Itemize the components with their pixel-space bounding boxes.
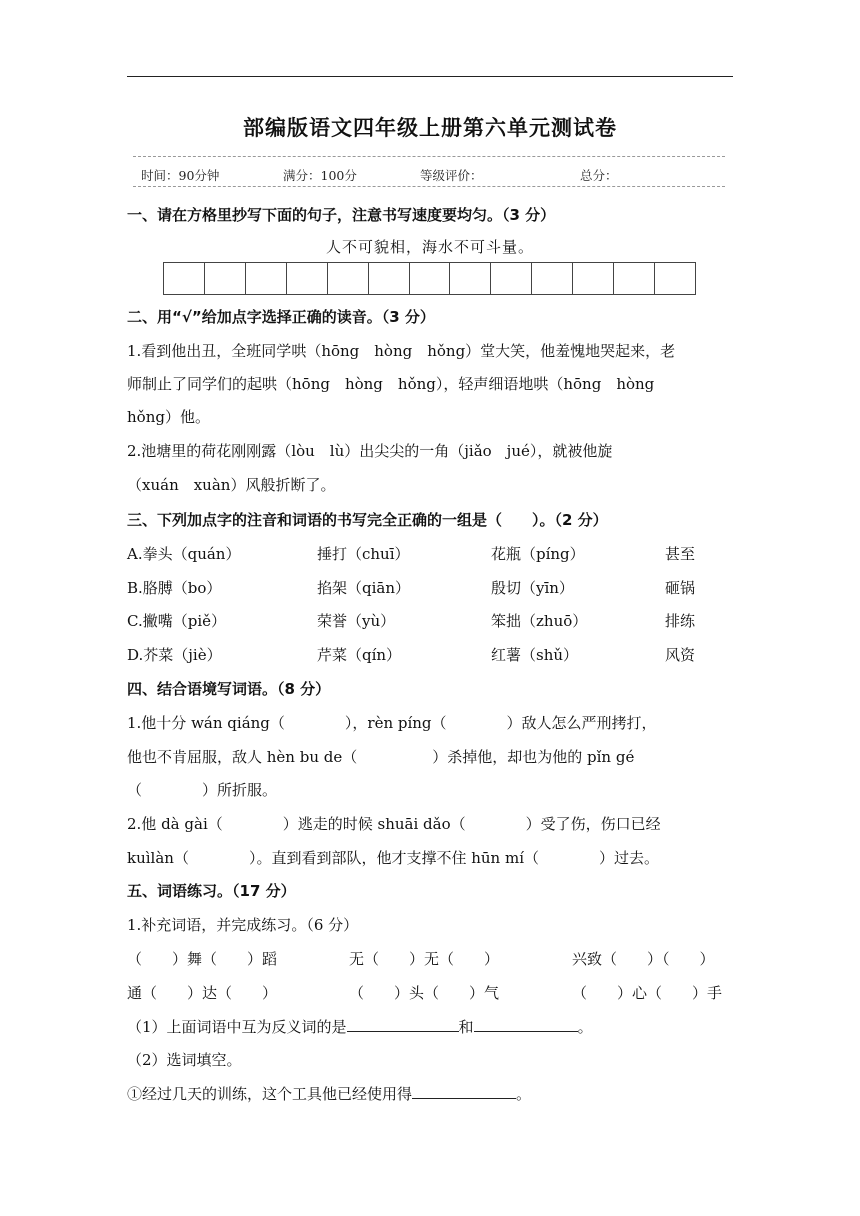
option-a-3: 花瓶（píng）	[491, 545, 585, 563]
top-rule	[127, 76, 733, 77]
grid-cell[interactable]	[369, 263, 410, 294]
option-b-1: B.胳膊（bo）	[127, 579, 222, 597]
grid-cell[interactable]	[573, 263, 614, 294]
option-b-4: 砸锅	[665, 579, 696, 597]
exam-time: 时间：90分钟	[141, 168, 220, 183]
option-c-1: C.撇嘴（piě）	[127, 612, 226, 630]
option-c-4: 排练	[665, 612, 696, 630]
option-d-4: 风资	[665, 646, 696, 664]
grid-cell[interactable]	[410, 263, 451, 294]
answer-blank-2[interactable]	[474, 1017, 578, 1032]
q4-line-2: 他也不肯屈服，敌人 hèn bu de（ ）杀掉他，却也为他的 pǐn gé	[127, 748, 635, 766]
option-d-1: D.芥菜（jiè）	[127, 646, 222, 664]
q5-fill-line	[127, 1083, 531, 1104]
idiom-3: 兴致（ ）（ ）	[572, 950, 715, 968]
grid-cell[interactable]	[450, 263, 491, 294]
answer-blank-3[interactable]	[412, 1084, 516, 1099]
full-score: 满分：100分	[283, 168, 357, 183]
option-b-2: 掐架（qiān）	[317, 579, 411, 597]
grid-cell[interactable]	[164, 263, 205, 294]
antonym-prompt: （1）上面词语中互为反义词的是	[127, 1018, 347, 1036]
total-score: 总分：	[580, 168, 618, 183]
header-divider-top	[133, 156, 725, 157]
option-c-2: 荣誉（yù）	[317, 612, 396, 630]
q4-line-4: 2.他 dà gài（ ）逃走的时候 shuāi dǎo（ ）受了伤，伤口已经	[127, 815, 661, 833]
q5-antonym-line	[127, 1016, 593, 1037]
q5-subheading: 1.补充词语，并完成练习。（6 分）	[127, 916, 359, 934]
header-divider-bottom	[133, 186, 725, 187]
idiom-6: （ ）心（ ）手	[572, 984, 723, 1002]
q2-line-1: 1.看到他出丑，全班同学哄（hōng hòng hǒng）堂大笑，他羞愧地哭起来，老	[127, 342, 676, 360]
q2-line-2: 师制止了同学们的起哄（hōng hòng hǒng），轻声细语地哄（hōng hòng	[127, 375, 655, 393]
idiom-5: （ ）头（ ）气	[349, 984, 500, 1002]
grid-cell[interactable]	[532, 263, 573, 294]
idiom-1: （ ）舞（ ）蹈	[127, 950, 278, 968]
grid-cell[interactable]	[246, 263, 287, 294]
q2-line-3: hǒng）他。	[127, 408, 210, 426]
option-a-1: A.拳头（quán）	[127, 545, 241, 563]
q2-line-5: （xuán xuàn）风般折断了。	[127, 476, 336, 494]
antonym-and: 和	[458, 1018, 474, 1036]
antonym-end: 。	[577, 1018, 593, 1036]
section-4-heading: 四、结合语境写词语。（8 分）	[127, 680, 331, 698]
grid-cell[interactable]	[328, 263, 369, 294]
q4-line-1: 1.他十分 wán qiáng（ ），rèn píng（ ）敌人怎么严刑拷打，	[127, 714, 657, 732]
fill-sentence: ①经过几天的训练，这个工具他已经使用得	[127, 1085, 413, 1103]
idiom-4: 通（ ）达（ ）	[127, 984, 278, 1002]
grid-cell[interactable]	[491, 263, 532, 294]
q5-fill-prompt: （2）选词填空。	[127, 1051, 242, 1069]
grid-cell[interactable]	[655, 263, 695, 294]
fill-end: 。	[516, 1085, 532, 1103]
grade-evaluation: 等级评价：	[420, 168, 483, 183]
section-5-heading: 五、词语练习。（17 分）	[127, 882, 296, 900]
page-title: 部编版语文四年级上册第六单元测试卷	[243, 116, 617, 140]
option-a-4: 甚至	[665, 545, 696, 563]
section-1-heading: 一、请在方格里抄写下面的句子，注意书写速度要均匀。（3 分）	[127, 206, 556, 224]
answer-blank-1[interactable]	[347, 1017, 459, 1032]
grid-cell[interactable]	[614, 263, 655, 294]
option-d-2: 芹菜（qín）	[317, 646, 402, 664]
section-2-heading: 二、用“√”给加点字选择正确的读音。（3 分）	[127, 308, 435, 326]
writing-grid[interactable]	[163, 262, 696, 295]
option-a-2: 捶打（chuī）	[317, 545, 410, 563]
option-d-3: 红薯（shǔ）	[491, 646, 579, 664]
option-b-3: 殷切（yīn）	[491, 579, 574, 597]
option-c-3: 笨拙（zhuō）	[491, 612, 588, 630]
grid-cell[interactable]	[205, 263, 246, 294]
q2-line-4: 2.池塘里的荷花刚刚露（lòu lù）出尖尖的一角（jiǎo jué），就被他旋	[127, 442, 613, 460]
idiom-2: 无（ ）无（ ）	[349, 950, 500, 968]
q4-line-3: （ ）所折服。	[127, 781, 278, 799]
section-3-heading: 三、下列加点字的注音和词语的书写完全正确的一组是（ ）。（2 分）	[127, 511, 608, 529]
q4-line-5: kuìlàn（ ）。直到看到部队，他才支撑不住 hūn mí（ ）过去。	[127, 849, 659, 867]
copy-sentence: 人不可貌相，海水不可斗量。	[325, 238, 534, 256]
grid-cell[interactable]	[287, 263, 328, 294]
